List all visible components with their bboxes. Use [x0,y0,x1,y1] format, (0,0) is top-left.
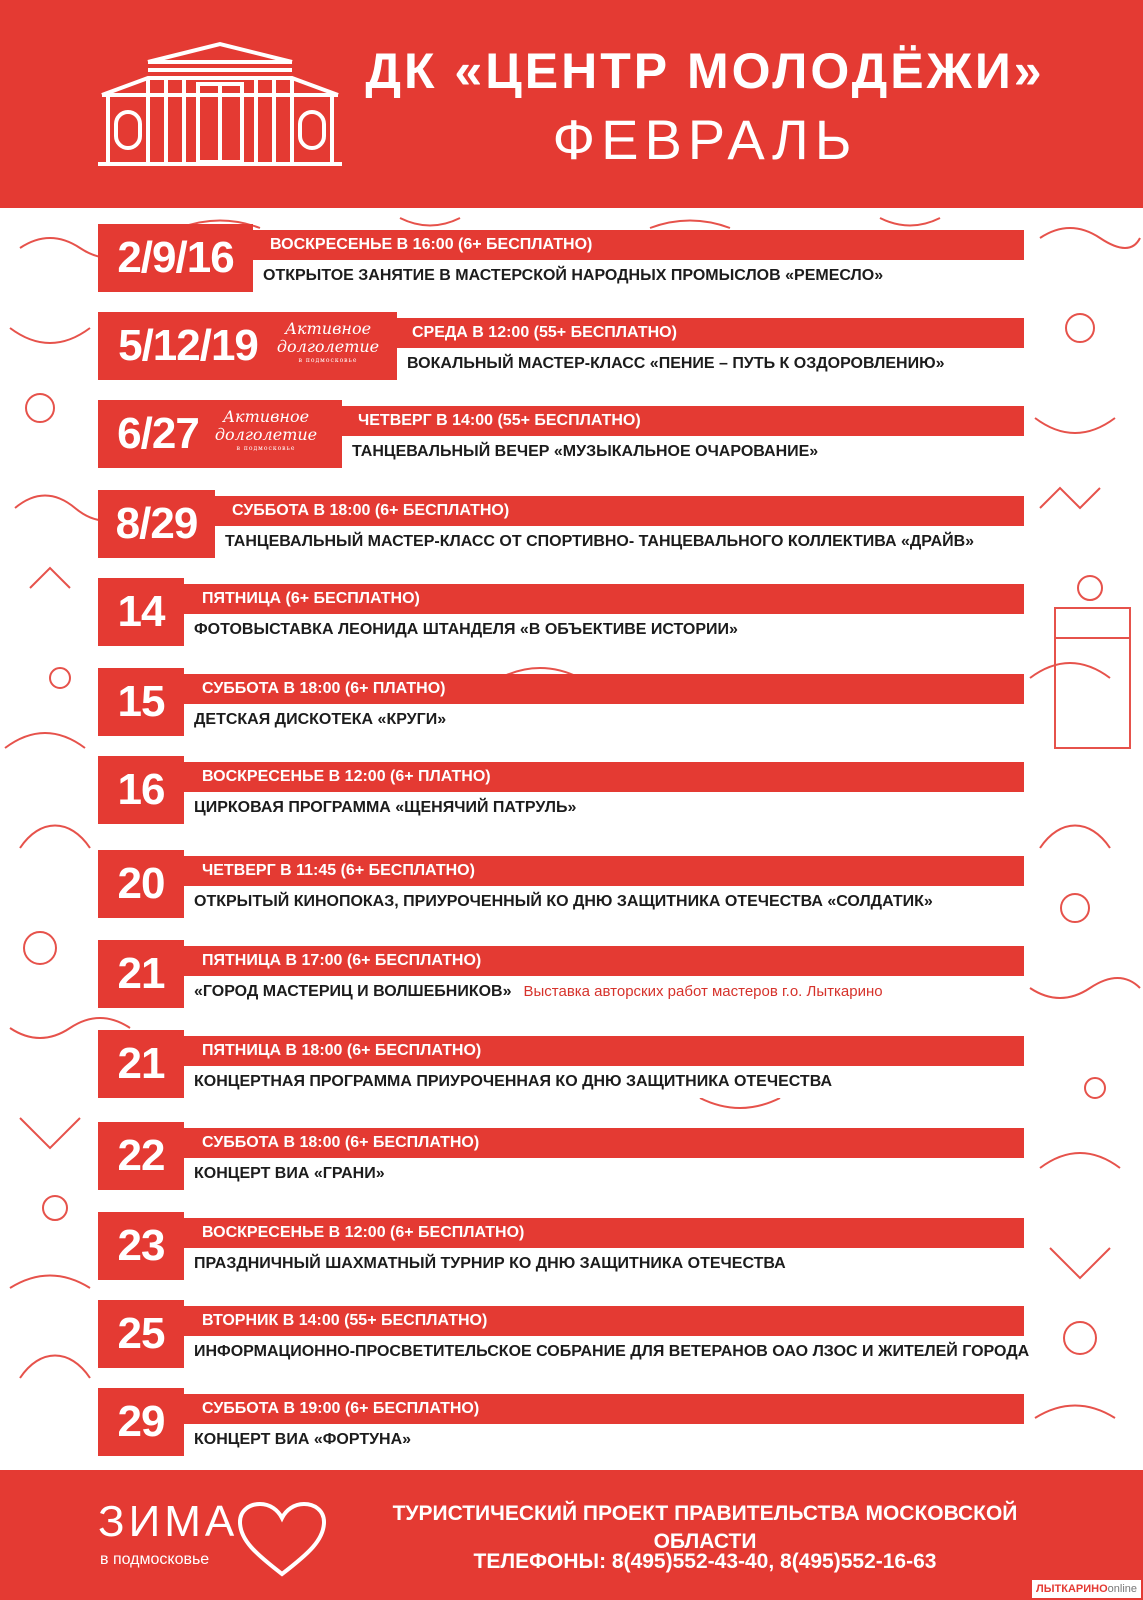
event-title [184,704,1024,736]
event-title [184,1066,1024,1098]
building-icon [98,40,342,168]
event-dates: 5/12/19 [118,321,258,370]
logo-line: долголетие [214,425,318,444]
event-dates: 2/9/16 [98,224,253,292]
event-time: СУББОТА В 19:00 (6+ БЕСПЛАТНО) [202,1400,480,1417]
event-time: СРЕДА В 12:00 (55+ БЕСПЛАТНО) [412,324,677,341]
project-caption: ТУРИСТИЧЕСКИЙ ПРОЕКТ ПРАВИТЕЛЬСТВА МОСКОВСКОЙ ОБЛАСТИ [392,1502,1018,1553]
event-title-text: ТАНЦЕВАЛЬНЫЙ ВЕЧЕР «МУЗЫКАЛЬНОЕ ОЧАРОВАНИЕ» [352,443,819,460]
event-title [184,614,1024,646]
event-title [215,526,1024,558]
event-time: ПЯТНИЦА В 17:00 (6+ БЕСПЛАТНО) [202,952,482,969]
event-title-text: ОТКРЫТЫЙ КИНОПОКАЗ, ПРИУРОЧЕННЫЙ КО ДНЮ ЗАЩИТНИКА ОТЕЧЕСТВА «СОЛДАТИК» [194,893,933,910]
watermark-main: ЛЫТКАРИНО [1036,1583,1108,1595]
event-title-text: КОНЦЕРТНАЯ ПРОГРАММА ПРИУРОЧЕННАЯ КО ДНЮ ЗАЩИТНИКА ОТЕЧЕСТВА [194,1073,832,1090]
event-title-text: КОНЦЕРТ ВИА «ФОРТУНА» [194,1431,412,1448]
event-time: ВОСКРЕСЕНЬЕ В 12:00 (6+ ПЛАТНО) [202,768,491,785]
event-title-text: ТАНЦЕВАЛЬНЫЙ МАСТЕР-КЛАСС ОТ СПОРТИВНО- ТАНЦЕВАЛЬНОГО КОЛЛЕКТИВА «ДРАЙВ» [225,533,975,550]
page-title: ДК «ЦЕНТР МОЛОДЁЖИ» [365,43,1045,99]
winter-logo-word: ЗИМА [98,1497,239,1546]
event-dates: 6/27 [117,409,199,458]
event-title [184,792,1024,824]
event-time: СУББОТА В 18:00 (6+ БЕСПЛАТНО) [232,502,510,519]
event-title [184,1158,1024,1190]
logo-line: долголетие [276,337,380,356]
event-time: ВОСКРЕСЕНЬЕ В 12:00 (6+ БЕСПЛАТНО) [202,1224,525,1241]
event-row [98,578,1024,646]
event-title-text: ЦИРКОВАЯ ПРОГРАММА «ЩЕНЯЧИЙ ПАТРУЛЬ» [194,799,577,816]
event-dates: 21 [98,940,184,1008]
event-row [98,312,1024,380]
event-note: Выставка авторских работ мастеров г.о. Лыткарино [523,983,883,1000]
event-row [98,1212,1024,1280]
event-title-text: КОНЦЕРТ ВИА «ГРАНИ» [194,1165,385,1182]
active-longevity-logo [212,408,320,462]
event-row [98,1300,1030,1368]
event-time: ВОСКРЕСЕНЬЕ В 16:00 (6+ БЕСПЛАТНО) [270,236,593,253]
event-row [98,400,1024,468]
event-dates: 23 [98,1212,184,1280]
event-title-text: ОТКРЫТОЕ ЗАНЯТИЕ В МАСТЕРСКОЙ НАРОДНЫХ ПРОМЫСЛОВ «РЕМЕСЛО» [263,267,884,284]
heart-icon [236,1500,328,1580]
event-time: ЧЕТВЕРГ В 14:00 (55+ БЕСПЛАТНО) [358,412,641,429]
event-title [184,1336,1030,1368]
event-title [184,886,1024,918]
event-time: СУББОТА В 18:00 (6+ ПЛАТНО) [202,680,446,697]
logo-line: Активное [222,407,310,426]
event-dates: 29 [98,1388,184,1456]
event-row [98,490,1024,558]
winter-logo-subtitle: в подмосковье [100,1551,210,1568]
event-dates: 16 [98,756,184,824]
event-row [98,940,1024,1008]
event-title-text: ПРАЗДНИЧНЫЙ ШАХМАТНЫЙ ТУРНИР КО ДНЮ ЗАЩИТНИКА ОТЕЧЕСТВА [194,1255,786,1272]
event-title-text: ДЕТСКАЯ ДИСКОТЕКА «КРУГИ» [194,711,447,728]
event-dates: 15 [98,668,184,736]
pattern-decoration [0,208,1143,1470]
event-dates: 22 [98,1122,184,1190]
event-row [98,668,1024,736]
event-row [98,1122,1024,1190]
event-title [184,1248,1024,1280]
event-row [98,224,1024,292]
event-title-text: ИНФОРМАЦИОННО-ПРОСВЕТИТЕЛЬСКОЕ СОБРАНИЕ ДЛЯ ВЕТЕРАНОВ ОАО ЛЗОС И ЖИТЕЛЕЙ ГОРОДА [194,1343,1030,1360]
active-longevity-logo [274,320,382,374]
event-row [98,756,1024,824]
event-title [342,436,1024,468]
page-header [0,0,1143,208]
event-title [184,976,1024,1008]
event-row [98,1030,1024,1098]
event-time: ЧЕТВЕРГ В 11:45 (6+ БЕСПЛАТНО) [202,862,475,879]
event-dates: 20 [98,850,184,918]
event-dates: 25 [98,1300,184,1368]
watermark-online: online [1107,1583,1137,1595]
site-watermark [1032,1580,1141,1598]
event-time: СУББОТА В 18:00 (6+ БЕСПЛАТНО) [202,1134,480,1151]
event-row [98,1388,1024,1456]
logo-line: в подмосковье [236,445,296,452]
event-time: ПЯТНИЦА В 18:00 (6+ БЕСПЛАТНО) [202,1042,482,1059]
event-title-text: ВОКАЛЬНЫЙ МАСТЕР-КЛАСС «ПЕНИЕ – ПУТЬ К ОЗДОРОВЛЕНИЮ» [407,355,945,372]
event-time: ВТОРНИК В 14:00 (55+ БЕСПЛАТНО) [202,1312,488,1329]
event-time: ПЯТНИЦА (6+ БЕСПЛАТНО) [202,590,420,607]
contact-phones: ТЕЛЕФОНЫ: 8(495)552-43-40, 8(495)552-16-63 [473,1550,937,1573]
event-dates: 21 [98,1030,184,1098]
event-title [184,1424,1024,1456]
page-footer [0,1470,1143,1600]
event-title [397,348,1024,380]
page-subtitle-month: ФЕВРАЛЬ [552,108,858,171]
event-row [98,850,1024,918]
logo-line: Активное [284,319,372,338]
event-title-text: «ГОРОД МАСТЕРИЦ И ВОЛШЕБНИКОВ» [194,983,512,1000]
event-title [253,260,1024,292]
event-dates: 8/29 [98,490,215,558]
event-title-text: ФОТОВЫСТАВКА ЛЕОНИДА ШТАНДЕЛЯ «В ОБЪЕКТИВЕ ИСТОРИИ» [194,621,738,638]
logo-line: в подмосковье [298,357,358,364]
event-dates: 14 [98,578,184,646]
